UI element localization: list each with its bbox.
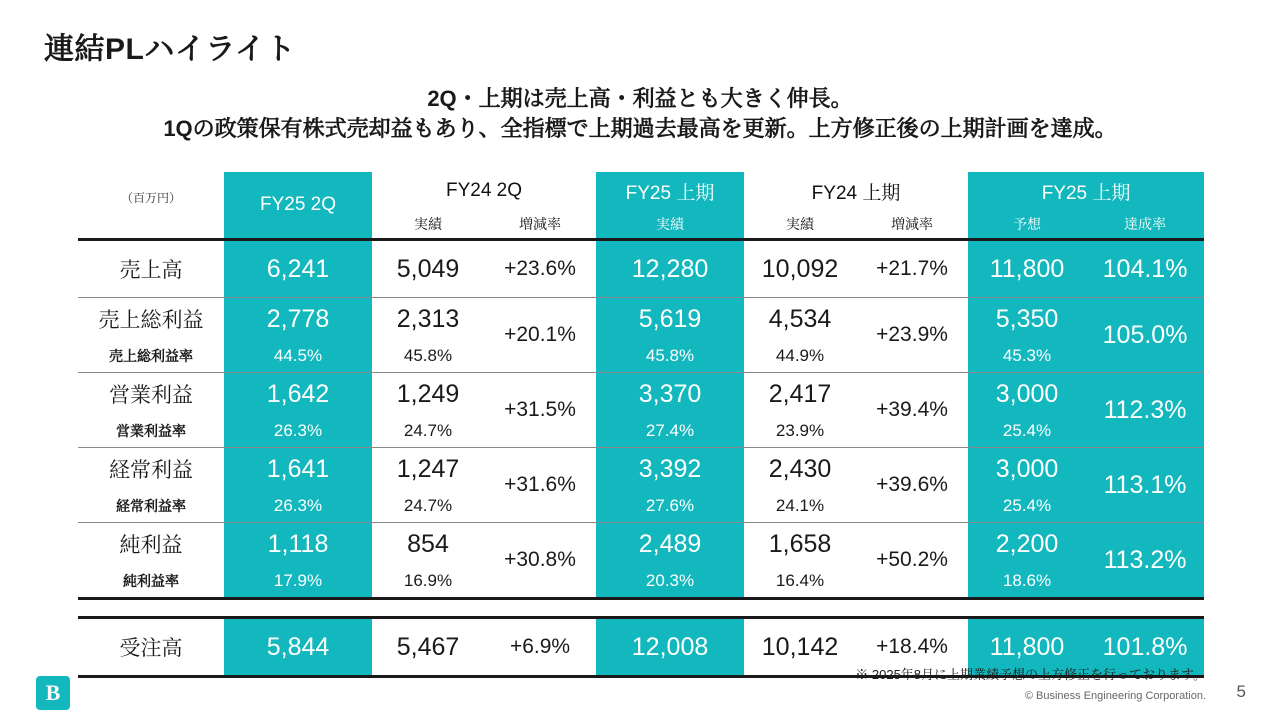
subheader-fy25-h1-achieve: 達成率 — [1086, 210, 1204, 238]
cell-forecast: 11,800 — [968, 618, 1086, 676]
cell-forecast: 2,200 — [968, 523, 1086, 566]
header-fy24-h1: FY24 上期 — [811, 182, 901, 204]
table-row-rate — [78, 565, 1204, 597]
subheader-fy24-2q-change: 増減率 — [519, 216, 561, 232]
cell-change-2q: +23.6% — [504, 257, 576, 280]
cell-fy25-2q: 2,778 — [224, 298, 372, 341]
cell-forecast: 3,000 — [968, 448, 1086, 491]
cell-change-h1: +23.9% — [876, 323, 948, 346]
cell-fy24-h1: 2,430 — [768, 454, 832, 483]
cell-fy25-2q: 1,641 — [224, 448, 372, 491]
subheader-fy25-h1-actual: 実績 — [596, 210, 744, 238]
cell-fy25-h1: 3,392 — [596, 448, 744, 491]
cell-rate-fy25-h1: 20.3% — [596, 565, 744, 597]
page-number: 5 — [1236, 682, 1246, 701]
subheader-fy24-2q-actual: 実績 — [414, 216, 442, 232]
cell-fy25-2q: 6,241 — [224, 240, 372, 298]
cell-rate-forecast: 25.4% — [968, 490, 1086, 522]
cell-rate-fy25-2q: 44.5% — [224, 340, 372, 372]
cell-achievement: 105.0% — [1086, 298, 1204, 373]
cell-rate-fy25-2q: 26.3% — [224, 490, 372, 522]
cell-fy24-2q: 5,467 — [396, 632, 460, 661]
cell-change-2q: +6.9% — [509, 635, 571, 658]
header-fy25-h1-plan: FY25 上期 — [968, 172, 1204, 210]
row-label: 経常利益 — [109, 459, 193, 482]
cell-change-h1: +39.6% — [876, 473, 948, 496]
cell-rate-forecast: 18.6% — [968, 565, 1086, 597]
table-gap — [78, 599, 1204, 617]
header-fy25-2q: FY25 2Q — [224, 172, 372, 238]
cell-fy25-2q: 5,844 — [224, 618, 372, 676]
cell-rate-fy24-h1: 23.9% — [775, 421, 825, 440]
cell-fy25-h1: 12,280 — [596, 240, 744, 298]
cell-fy25-h1: 5,619 — [596, 298, 744, 341]
cell-fy25-2q: 1,642 — [224, 373, 372, 416]
row-label-rate: 営業利益率 — [116, 423, 186, 439]
cell-rate-fy24-2q: 24.7% — [403, 496, 453, 515]
row-label: 売上総利益 — [98, 309, 204, 332]
subheader-fy24-h1-actual: 実績 — [786, 216, 815, 232]
cell-change-2q: +31.5% — [504, 398, 576, 421]
table-row — [78, 523, 1204, 566]
lead-line-2: 1Qの政策保有株式売却益もあり、全指標で上期過去最高を更新。上方修正後の上期計画を達成。 — [163, 115, 1117, 141]
page-title: 連結PLハイライト — [44, 33, 296, 66]
row-label: 受注高 — [119, 637, 183, 660]
cell-achievement: 101.8% — [1086, 618, 1204, 676]
cell-rate-forecast: 45.3% — [968, 340, 1086, 372]
cell-fy24-h1: 10,142 — [761, 632, 839, 661]
cell-fy24-h1: 1,658 — [768, 529, 832, 558]
copyright: © Business Engineering Corporation. — [1024, 690, 1206, 702]
cell-change-2q: +30.8% — [504, 548, 576, 571]
table-row-rate — [78, 340, 1204, 372]
cell-fy24-h1: 10,092 — [761, 254, 839, 283]
cell-rate-forecast: 25.4% — [968, 415, 1086, 447]
cell-fy25-h1: 3,370 — [596, 373, 744, 416]
cell-forecast: 3,000 — [968, 373, 1086, 416]
header-spacer — [78, 210, 224, 238]
table-row-rate — [78, 415, 1204, 447]
cell-rate-fy24-2q: 24.7% — [403, 421, 453, 440]
cell-rate-fy24-2q: 45.8% — [403, 346, 453, 365]
cell-rate-fy25-h1: 27.6% — [596, 490, 744, 522]
cell-rate-fy25-2q: 17.9% — [224, 565, 372, 597]
row-label-rate: 経常利益率 — [116, 498, 186, 514]
cell-rate-fy24-2q: 16.9% — [403, 571, 453, 590]
company-logo-icon: B — [36, 676, 70, 710]
cell-change-h1: +18.4% — [876, 635, 948, 658]
unit-label: （百万円） — [120, 191, 181, 205]
cell-rate-fy25-2q: 26.3% — [224, 415, 372, 447]
footnote: ※ 2025年8月に上期業績予想の上方修正を行っております。 — [855, 667, 1206, 682]
cell-change-h1: +50.2% — [876, 548, 948, 571]
cell-fy24-2q: 5,049 — [396, 254, 460, 283]
cell-rate-fy25-h1: 45.8% — [596, 340, 744, 372]
row-label: 売上高 — [119, 259, 183, 282]
header-fy24-2q: FY24 2Q — [445, 180, 523, 201]
cell-rate-fy24-h1: 24.1% — [775, 496, 825, 515]
subheader-fy25-h1-forecast: 予想 — [968, 210, 1086, 238]
cell-forecast: 11,800 — [968, 240, 1086, 298]
cell-change-h1: +39.4% — [876, 398, 948, 421]
pl-table-wrap — [78, 172, 1204, 678]
cell-achievement: 113.1% — [1086, 448, 1204, 523]
cell-rate-fy24-h1: 44.9% — [775, 346, 825, 365]
cell-achievement: 104.1% — [1086, 240, 1204, 298]
cell-fy24-2q: 854 — [407, 529, 449, 558]
cell-achievement: 112.3% — [1086, 373, 1204, 448]
cell-rate-fy24-h1: 16.4% — [775, 571, 825, 590]
table-row — [78, 240, 1204, 298]
cell-change-2q: +31.6% — [504, 473, 576, 496]
pl-table — [78, 172, 1204, 678]
table-row — [78, 448, 1204, 491]
table-row — [78, 373, 1204, 416]
cell-fy24-2q: 1,249 — [396, 379, 460, 408]
row-label: 純利益 — [119, 534, 183, 557]
lead-line-1: 2Q・上期は売上高・利益とも大きく伸長。 — [427, 86, 853, 111]
cell-fy25-2q: 1,118 — [224, 523, 372, 566]
cell-fy25-h1: 2,489 — [596, 523, 744, 566]
cell-achievement: 113.2% — [1086, 523, 1204, 598]
cell-change-h1: +21.7% — [876, 257, 948, 280]
cell-fy24-h1: 4,534 — [768, 304, 832, 333]
cell-fy24-h1: 2,417 — [768, 379, 832, 408]
table-header-row-top — [78, 172, 1204, 210]
cell-forecast: 5,350 — [968, 298, 1086, 341]
lead-text — [0, 84, 1280, 143]
cell-fy25-h1: 12,008 — [596, 618, 744, 676]
table-row — [78, 298, 1204, 341]
cell-fy24-2q: 1,247 — [396, 454, 460, 483]
table-row-rate — [78, 490, 1204, 522]
cell-rate-fy25-h1: 27.4% — [596, 415, 744, 447]
row-label: 営業利益 — [109, 384, 193, 407]
subheader-fy24-h1-change: 増減率 — [891, 216, 934, 232]
row-label-rate: 純利益率 — [123, 573, 179, 589]
header-fy25-h1: FY25 上期 — [596, 172, 744, 210]
cell-fy24-2q: 2,313 — [396, 304, 460, 333]
row-label-rate: 売上総利益率 — [109, 348, 193, 364]
cell-change-2q: +20.1% — [504, 323, 576, 346]
